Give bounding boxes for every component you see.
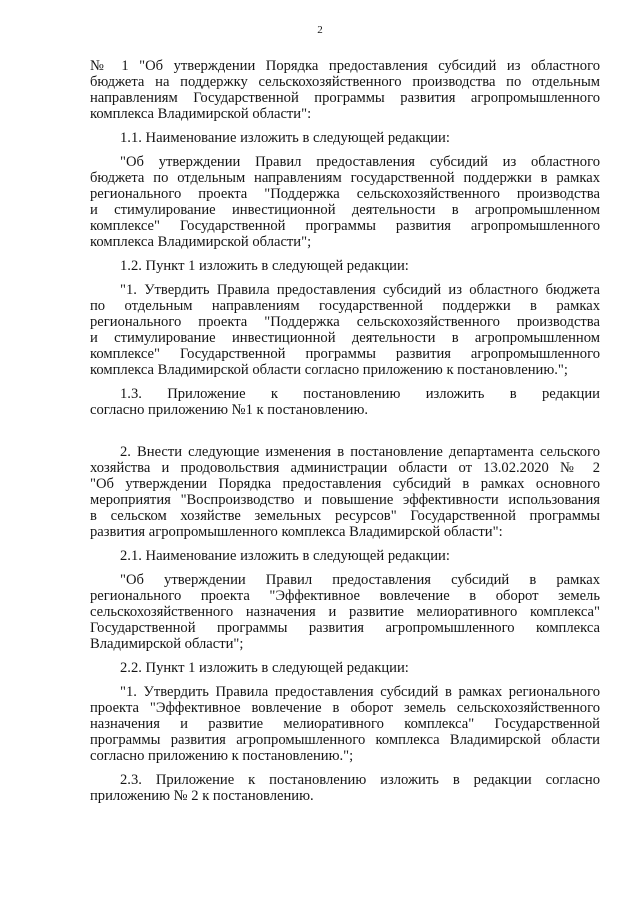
- text-line: "Об утверждении Порядка предоставления субсидий в рамках основного: [90, 476, 600, 492]
- paragraph: [90, 386, 600, 418]
- page-number: 2: [317, 24, 323, 36]
- text-line: 2.1. Наименование изложить в следующей редакции:: [120, 548, 450, 564]
- paragraph: [90, 548, 600, 564]
- text-line: "1. Утвердить Правила предоставления субсидий в рамках регионального: [120, 684, 600, 700]
- paragraph: [90, 58, 600, 122]
- paragraph: [90, 684, 600, 764]
- text-line: в сельском хозяйстве земельных ресурсов" Государственной программы: [90, 508, 600, 524]
- text-line: комплексе" Государственной программы развития агропромышленного: [90, 218, 600, 234]
- paragraph: [90, 660, 600, 676]
- text-line: 1.3. Приложение к постановлению изложить в редакции: [120, 386, 600, 402]
- paragraph: [90, 154, 600, 250]
- text-line: мероприятия "Воспроизводство и повышение эффективности использования: [90, 492, 600, 508]
- paragraph-spacing: [90, 122, 600, 130]
- paragraph-spacing: [90, 146, 600, 154]
- text-line: 1.2. Пункт 1 изложить в следующей редакции:: [120, 258, 409, 274]
- text-line: регионального проекта "Поддержка сельскохозяйственного производства: [90, 314, 600, 330]
- text-line: направлениям Государственной программы развития агропромышленного: [90, 90, 600, 106]
- paragraph-spacing: [90, 676, 600, 684]
- text-line: регионального проекта "Эффективное вовлечение в оборот земель: [90, 588, 600, 604]
- text-line: "Об утверждении Правил предоставления субсидий из областного: [120, 154, 600, 170]
- paragraph-spacing: [90, 540, 600, 548]
- paragraph-spacing: [90, 250, 600, 258]
- text-line: бюджета по отдельным направлениям государственной поддержки в рамках: [90, 170, 600, 186]
- text-line: комплекса Владимирской области согласно приложению к постановлению.";: [90, 362, 568, 378]
- text-line: сельскохозяйственного назначения и развитие мелиоративного комплекса": [90, 604, 600, 620]
- paragraph: [90, 444, 600, 540]
- text-line: бюджета на поддержку сельскохозяйственного производства по отдельным: [90, 74, 600, 90]
- text-line: комплексе" Государственной программы развития агропромышленного: [90, 346, 600, 362]
- text-line: 2.3. Приложение к постановлению изложить в редакции согласно: [120, 772, 600, 788]
- paragraph: [90, 258, 600, 274]
- text-line: 1.1. Наименование изложить в следующей редакции:: [120, 130, 450, 146]
- paragraph-spacing: [90, 652, 600, 660]
- text-line: и стимулирование инвестиционной деятельности в агропромышленном: [90, 330, 600, 346]
- document-body: [90, 58, 600, 804]
- text-line: "1. Утвердить Правила предоставления субсидий из областного бюджета: [120, 282, 600, 298]
- text-line: согласно приложению к постановлению.";: [90, 748, 354, 764]
- paragraph: [90, 282, 600, 378]
- paragraph: [90, 772, 600, 804]
- text-line: Государственной программы развития агропромышленного комплекса: [90, 620, 600, 636]
- text-line: комплекса Владимирской области":: [90, 106, 312, 122]
- paragraph: [90, 130, 600, 146]
- text-line: программы развития агропромышленного комплекса Владимирской области: [90, 732, 600, 748]
- paragraph-spacing: [90, 418, 600, 444]
- text-line: комплекса Владимирской области";: [90, 234, 312, 250]
- paragraph-spacing: [90, 274, 600, 282]
- text-line: развития агропромышленного комплекса Владимирской области":: [90, 524, 503, 540]
- text-line: регионального проекта "Поддержка сельскохозяйственного производства: [90, 186, 600, 202]
- text-line: хозяйства и продовольствия администрации области от 13.02.2020 № 2: [90, 460, 600, 476]
- text-line: согласно приложению №1 к постановлению.: [90, 402, 369, 418]
- text-line: проекта "Эффективное вовлечение в оборот земель сельскохозяйственного: [90, 700, 600, 716]
- text-line: 2.2. Пункт 1 изложить в следующей редакции:: [120, 660, 409, 676]
- text-line: № 1 "Об утверждении Порядка предоставления субсидий из областного: [90, 58, 600, 74]
- text-line: 2. Внести следующие изменения в постановление департамента сельского: [120, 444, 600, 460]
- paragraph-spacing: [90, 764, 600, 772]
- text-line: по отдельным направлениям государственной поддержки в рамках: [90, 298, 600, 314]
- text-line: назначения и развитие мелиоративного комплекса" Государственной: [90, 716, 600, 732]
- paragraph-spacing: [90, 378, 600, 386]
- text-line: Владимирской области";: [90, 636, 244, 652]
- text-line: "Об утверждении Правил предоставления субсидий в рамках: [120, 572, 600, 588]
- paragraph: [90, 572, 600, 652]
- text-line: приложению № 2 к постановлению.: [90, 788, 314, 804]
- paragraph-spacing: [90, 564, 600, 572]
- text-line: и стимулирование инвестиционной деятельности в агропромышленном: [90, 202, 600, 218]
